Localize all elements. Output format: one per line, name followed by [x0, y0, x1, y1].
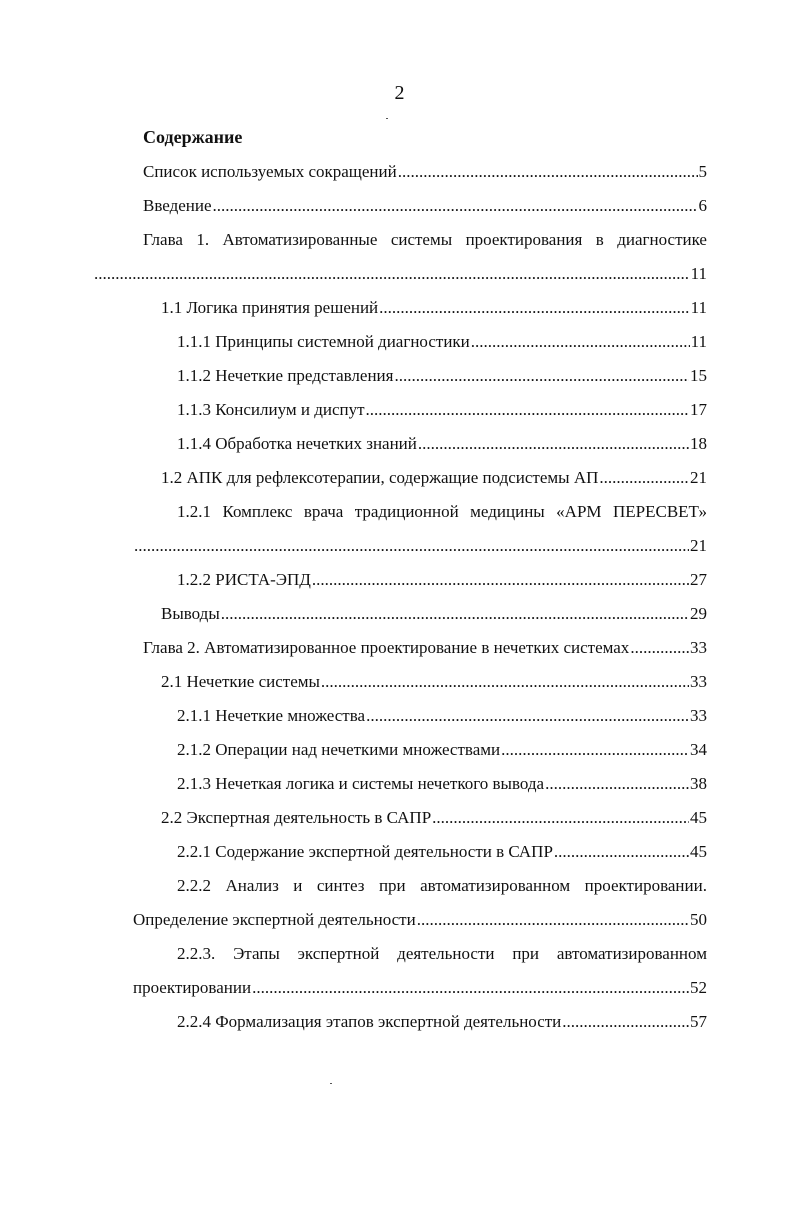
word: при — [378, 876, 406, 895]
leader-dots — [134, 535, 689, 557]
word: проектирования — [465, 230, 583, 249]
toc-entry-label: 1.2.2 РИСТА-ЭПД — [177, 570, 311, 589]
word: Глава — [143, 230, 183, 249]
toc-entry-label: 2.2.1 Содержание экспертной деятельности в САПР — [177, 842, 553, 861]
word: при — [512, 944, 540, 963]
toc-entry-1-1-2[interactable] — [177, 365, 707, 387]
word: «АРМ — [556, 502, 602, 521]
toc-entry-1-1-1[interactable] — [177, 331, 707, 353]
toc-entry-2-1[interactable] — [161, 671, 707, 693]
toc-entry-2-2-3[interactable] — [177, 943, 707, 965]
toc-entry-page: 45 — [690, 808, 707, 827]
page-number: 2 — [394, 82, 405, 104]
leader-dots — [252, 977, 689, 999]
word: 1.2.1 — [177, 502, 211, 521]
leader-dots — [398, 161, 698, 183]
toc-entry-page: 45 — [690, 842, 707, 861]
toc-entry-label: Выводы — [161, 604, 220, 623]
toc-title: Содержание — [143, 127, 243, 147]
word: Этапы — [233, 944, 280, 963]
word: и — [293, 876, 303, 895]
word: в — [595, 230, 604, 249]
toc-entry-chapter-2[interactable] — [143, 637, 707, 659]
toc-entry-2-2[interactable] — [161, 807, 707, 829]
toc-entry-introduction[interactable] — [143, 195, 707, 217]
toc-entry-page: 52 — [690, 978, 707, 997]
word: экспертной — [297, 944, 380, 963]
toc-entry-page: 38 — [690, 774, 707, 793]
toc-entry-conclusions[interactable] — [161, 603, 707, 625]
word: синтез — [316, 876, 365, 895]
word: 1. — [196, 230, 210, 249]
toc-entry-1-2-1[interactable] — [177, 501, 707, 523]
leader-dots — [213, 195, 698, 217]
toc-entry-page: 34 — [690, 740, 707, 759]
toc-entry-page: 29 — [690, 604, 707, 623]
toc-entry-page: 18 — [690, 434, 707, 453]
toc-entry-page: 5 — [698, 162, 707, 181]
scan-speck — [386, 118, 388, 119]
toc-entry-1-2-2[interactable] — [177, 569, 707, 591]
scan-speck — [330, 1083, 332, 1084]
word: деятельности — [397, 944, 495, 963]
toc-entry-abbreviations[interactable] — [143, 161, 707, 183]
leader-dots — [366, 705, 689, 727]
toc-entry-page: 50 — [690, 910, 707, 929]
leader-dots — [432, 807, 689, 829]
leader-dots — [599, 467, 689, 489]
toc-entry-label: 1.1.3 Консилиум и диспут — [177, 400, 365, 419]
toc-entry-1-2-1-continuation[interactable] — [133, 535, 707, 557]
leader-dots — [418, 433, 689, 455]
word: автоматизированном — [420, 876, 571, 895]
leader-dots — [321, 671, 689, 693]
word: Автоматизированные — [222, 230, 378, 249]
toc-entry-chapter-1-continuation[interactable] — [93, 263, 707, 285]
word: проектировании. — [584, 876, 707, 895]
toc-entry-page: 17 — [690, 400, 707, 419]
toc-entry-2-1-3[interactable] — [177, 773, 707, 795]
toc-entry-label: 1.1.1 Принципы системной диагностики — [177, 332, 470, 351]
toc-entry-label: 1.2 АПК для рефлексотерапии, содержащие подсистемы АП — [161, 468, 599, 487]
toc-entry-2-2-1[interactable] — [177, 841, 707, 863]
leader-dots — [94, 263, 690, 285]
word: системы — [390, 230, 453, 249]
word: Анализ — [225, 876, 279, 895]
word: ПЕРЕСВЕТ» — [612, 502, 707, 521]
toc-entry-2-1-2[interactable] — [177, 739, 707, 761]
toc-entry-page: 21 — [690, 536, 707, 555]
toc-entry-2-1-1[interactable] — [177, 705, 707, 727]
leader-dots — [501, 739, 689, 761]
leader-dots — [379, 297, 689, 319]
toc-entry-label: проектировании — [133, 978, 252, 997]
toc-entry-label: 1.1.2 Нечеткие представления — [177, 366, 394, 385]
leader-dots — [630, 637, 689, 659]
toc-entry-label: Глава 2. Автоматизированное проектирование в нечетких системах — [143, 638, 630, 657]
toc-entry-label: Список используемых сокращений — [143, 162, 397, 181]
toc-entry-page: 27 — [690, 570, 707, 589]
toc-entry-page: 15 — [690, 366, 707, 385]
toc-entry-page: 21 — [690, 468, 707, 487]
toc-entry-label: 2.2 Экспертная деятельность в САПР — [161, 808, 432, 827]
toc-entry-label: 1.1 Логика принятия решений — [161, 298, 379, 317]
toc-entry-1-1[interactable] — [161, 297, 707, 319]
toc-entry-page: 33 — [690, 672, 707, 691]
leader-dots — [417, 909, 689, 931]
leader-dots — [366, 399, 689, 421]
word: 2.2.3. — [177, 944, 216, 963]
leader-dots — [471, 331, 690, 353]
leader-dots — [394, 365, 689, 387]
word: врача — [303, 502, 344, 521]
toc-entry-page: 11 — [690, 332, 707, 351]
toc-entry-label: 2.2.4 Формализация этапов экспертной деятельности — [177, 1012, 562, 1031]
toc-entry-1-1-4[interactable] — [177, 433, 707, 455]
toc-entry-label: 2.1 Нечеткие системы — [161, 672, 320, 691]
toc-entry-page: 33 — [690, 638, 707, 657]
leader-dots — [221, 603, 689, 625]
toc-entry-page: 6 — [698, 196, 707, 215]
toc-entry-page: 33 — [690, 706, 707, 725]
toc-entry-2-2-2-continuation[interactable] — [133, 909, 707, 931]
leader-dots — [554, 841, 689, 863]
word: 2.2.2 — [177, 876, 211, 895]
toc-entry-1-1-3[interactable] — [177, 399, 707, 421]
toc-entry-page: 57 — [690, 1012, 707, 1031]
toc-entry-2-2-2[interactable] — [177, 875, 707, 897]
toc-entry-label: 2.1.3 Нечеткая логика и системы нечеткого вывода — [177, 774, 545, 793]
word: Комплекс — [222, 502, 293, 521]
toc-entry-2-2-4[interactable] — [177, 1011, 707, 1033]
toc-entry-page: 11 — [690, 298, 707, 317]
word: традиционной — [354, 502, 459, 521]
toc-entry-page: 11 — [690, 264, 707, 283]
toc-entry-2-2-3-continuation[interactable] — [133, 977, 707, 999]
toc-entry-chapter-1[interactable] — [143, 229, 707, 251]
word: диагностике — [617, 230, 707, 249]
toc-entry-label: Введение — [143, 196, 212, 215]
toc-entry-1-2[interactable] — [161, 467, 707, 489]
leader-dots — [312, 569, 689, 591]
word: автоматизированном — [556, 944, 707, 963]
toc-entry-label: 2.1.1 Нечеткие множества — [177, 706, 366, 725]
toc-entry-label: Определение экспертной деятельности — [133, 910, 416, 929]
leader-dots — [562, 1011, 689, 1033]
toc-entry-label: 2.1.2 Операции над нечеткими множествами — [177, 740, 501, 759]
word: медицины — [470, 502, 545, 521]
leader-dots — [545, 773, 689, 795]
toc-entry-label: 1.1.4 Обработка нечетких знаний — [177, 434, 417, 453]
